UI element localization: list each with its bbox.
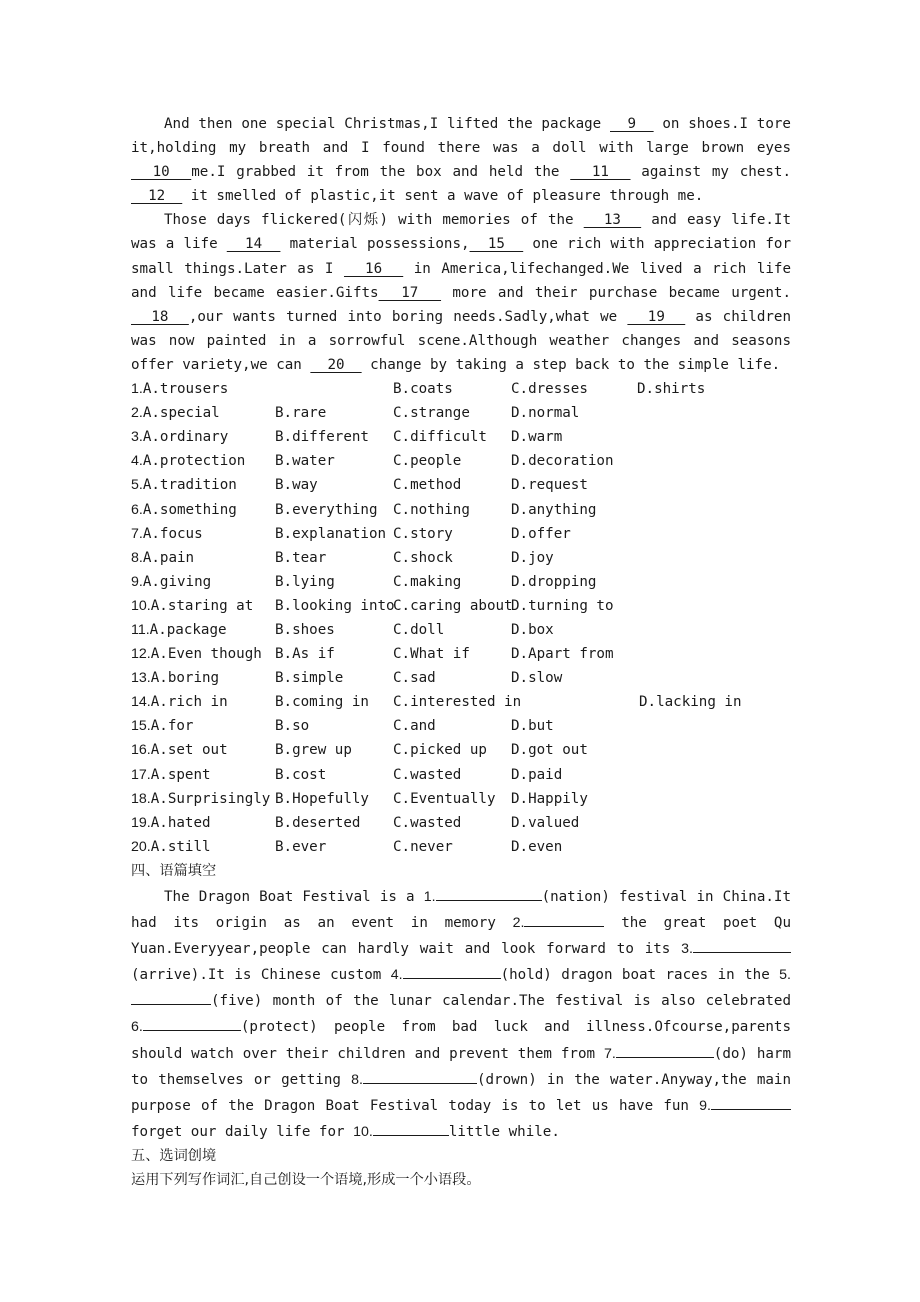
passage-text: (protect) people from bad luck and illness.Ofcourse,parents should watch over their children and prevent them from — [131, 1019, 791, 1062]
fill-blank-8[interactable] — [363, 1066, 477, 1084]
option-c: C.people — [393, 453, 462, 470]
blank-13: 13 — [583, 212, 642, 229]
passage-text: (hold) dragon boat races in the — [500, 967, 780, 984]
question-number: 16. — [131, 742, 151, 759]
option-d: D.but — [511, 718, 554, 735]
blank-number: 6. — [131, 1019, 143, 1036]
option-c: C.method — [393, 477, 462, 494]
option-b: B.different — [275, 429, 369, 446]
option-c: C.picked up — [393, 742, 487, 759]
question-number: 8. — [131, 549, 143, 566]
option-d: D.got out — [511, 742, 588, 759]
passage-text: ) with memories of the — [379, 212, 584, 229]
question-number: 2. — [131, 405, 143, 422]
option-c: C.What if — [393, 646, 470, 663]
question-row — [131, 498, 791, 522]
question-row — [131, 835, 791, 859]
blank-18: 18 — [131, 308, 189, 325]
option-b: B.coats — [393, 381, 453, 398]
option-c: C.making — [393, 573, 462, 590]
option-a: A.trousers — [142, 381, 229, 398]
blank-number: 8. — [351, 1071, 363, 1088]
option-b: B.rare — [275, 405, 327, 422]
option-a: A.something — [142, 501, 237, 518]
option-a: A.focus — [142, 525, 203, 542]
option-b: B.way — [275, 477, 318, 494]
option-a: A.still — [150, 838, 211, 855]
passage-paragraph-1 — [131, 112, 791, 208]
passage-text: it smelled of plastic,it sent a wave of pleasure through me. — [182, 188, 704, 205]
question-number: 6. — [131, 501, 143, 518]
blank-number: 9. — [699, 1097, 711, 1114]
option-b: B.ever — [275, 838, 327, 855]
blank-number: 5. — [779, 967, 791, 984]
option-a: A.set out — [150, 742, 228, 759]
passage-text: more and their purchase became urgent. — [441, 284, 791, 301]
passage-text: material possessions, — [280, 236, 470, 253]
option-a: A.spent — [150, 766, 211, 783]
option-d: D.dropping — [511, 573, 597, 590]
option-b: B.shoes — [275, 621, 335, 638]
option-d: D.turning to — [511, 597, 614, 614]
passage-text: change by taking a step back to the simple life. — [361, 356, 781, 373]
option-d: D.warm — [511, 429, 563, 446]
passage-text: (drown) in the water.Anyway,the main purpose of the Dragon Boat Festival today is to let us have fun — [131, 1071, 792, 1114]
blank-20: 20 — [310, 356, 362, 373]
option-a: A.Surprisingly — [150, 790, 271, 807]
option-b: B.As if — [275, 646, 335, 663]
option-c: C.nothing — [393, 501, 470, 518]
option-a: A.package — [149, 621, 227, 638]
fill-blank-4[interactable] — [403, 961, 501, 979]
option-a: A.protection — [142, 453, 246, 470]
question-row — [131, 522, 791, 546]
fill-blank-9[interactable] — [711, 1092, 791, 1110]
question-row — [131, 594, 791, 618]
option-d: D.slow — [511, 670, 563, 687]
option-c: C.interested in — [393, 694, 522, 711]
passage-text: (nation) festival in China.It had its origin as an event in memory — [131, 889, 791, 932]
blank-number: 7. — [603, 1045, 616, 1062]
question-number: 12. — [131, 646, 151, 663]
question-number: 5. — [131, 477, 143, 494]
question-number: 18. — [131, 790, 151, 807]
question-row — [131, 425, 791, 449]
question-row — [131, 763, 791, 787]
question-row — [131, 666, 791, 690]
passage-text: as children was now painted in a sorrowful scene.Although weather changes and seasons offer variety,we can — [131, 308, 792, 373]
option-b: B.deserted — [275, 814, 361, 831]
passage-text: Those days flickered( — [164, 212, 347, 229]
option-c: C.and — [393, 718, 436, 735]
option-d: D.even — [511, 838, 563, 855]
blank-17: 17 — [378, 284, 442, 301]
option-a: A.rich in — [150, 694, 228, 711]
question-row — [131, 690, 791, 714]
option-b: B.cost — [275, 766, 327, 783]
question-row — [131, 449, 791, 473]
question-number: 15. — [131, 718, 151, 735]
option-a: A.special — [142, 405, 220, 422]
question-number: 17. — [131, 766, 151, 783]
passage-text: me.I grabbed it from the box and held the — [191, 164, 571, 181]
question-number: 10. — [131, 597, 151, 614]
fill-blank-1[interactable] — [436, 883, 542, 901]
passage-text: the great poet Qu Yuan.Everyyear,people can hardly wait and look forward to its — [131, 915, 792, 958]
passage-text: in America,lifechanged.We lived a rich life and life became easier.Gifts — [131, 260, 792, 301]
question-row — [131, 787, 791, 811]
question-number: 19. — [131, 814, 151, 831]
option-b: B.so — [275, 718, 310, 735]
blank-19: 19 — [627, 308, 686, 325]
question-row — [131, 714, 791, 738]
passage-text: and easy life.It was a life — [131, 212, 791, 253]
option-a: A.for — [150, 718, 194, 735]
passage-text: little while. — [448, 1123, 560, 1140]
document-page — [131, 112, 791, 1192]
option-d: D.joy — [511, 549, 554, 566]
option-c: C.difficult — [393, 429, 487, 446]
option-d: D.lacking in — [639, 694, 742, 711]
option-b: B.simple — [275, 670, 344, 687]
option-c: C.dresses — [511, 381, 588, 398]
option-b: B.tear — [275, 549, 327, 566]
blank-9: 9 — [610, 116, 654, 132]
option-d: D.Apart from — [511, 646, 614, 663]
passage-text: The Dragon Boat Festival is a — [164, 889, 424, 905]
option-a: A.pain — [142, 549, 195, 566]
option-a: A.boring — [150, 670, 220, 687]
option-c: C.strange — [393, 405, 470, 422]
option-d: D.normal — [511, 405, 580, 422]
question-row — [131, 401, 791, 425]
option-c: C.wasted — [393, 814, 462, 831]
option-d: D.box — [511, 621, 554, 638]
option-b: B.grew up — [275, 742, 352, 759]
question-number: 7. — [131, 525, 143, 542]
section-4-passage — [131, 883, 791, 1144]
fill-blank-5[interactable] — [131, 987, 211, 1005]
blank-12: 12 — [131, 188, 183, 205]
option-a: A.giving — [142, 573, 212, 590]
question-number: 9. — [131, 573, 143, 590]
question-number: 1. — [131, 381, 143, 398]
option-a: A.Even though — [150, 646, 262, 663]
question-row — [131, 618, 791, 642]
question-row — [131, 473, 791, 497]
question-row — [131, 377, 791, 401]
option-c: C.story — [393, 525, 453, 542]
option-d: D.paid — [511, 766, 563, 783]
option-c: C.wasted — [393, 766, 462, 783]
option-d: D.Happily — [511, 790, 588, 807]
question-row — [131, 570, 791, 594]
option-b: B.explanation — [275, 525, 387, 542]
section-5-title: 五、选词创境 — [131, 1147, 217, 1164]
fill-blank-7[interactable] — [616, 1040, 714, 1058]
option-d: D.shirts — [637, 381, 706, 398]
question-number: 4. — [131, 453, 143, 470]
fill-blank-10[interactable] — [373, 1118, 449, 1136]
option-b: B.water — [275, 453, 335, 470]
option-d: D.valued — [511, 814, 580, 831]
option-c: C.shock — [393, 549, 453, 566]
blank-number: 1. — [423, 889, 436, 905]
option-b: B.coming in — [275, 694, 369, 711]
question-number: 20. — [131, 838, 151, 855]
question-row — [131, 642, 791, 666]
option-d: D.decoration — [511, 453, 614, 470]
chinese-gloss: 闪烁 — [346, 212, 380, 229]
option-c: C.never — [393, 838, 453, 855]
passage-text: against my chest. — [630, 164, 791, 181]
option-a: A.staring at — [150, 597, 254, 614]
blank-15: 15 — [469, 236, 524, 253]
option-c: C.Eventually — [393, 790, 496, 807]
blank-number: 2. — [512, 915, 525, 932]
option-a: A.tradition — [142, 477, 237, 494]
options-list — [131, 377, 791, 859]
passage-paragraph-2 — [131, 208, 791, 377]
fill-blank-3[interactable] — [693, 935, 791, 953]
blank-11: 11 — [570, 164, 631, 181]
section-4-title: 四、语篇填空 — [131, 862, 217, 879]
option-b: B.Hopefully — [275, 790, 369, 807]
question-row — [131, 811, 791, 835]
option-b: B.everything — [275, 501, 378, 518]
option-d: D.request — [511, 477, 588, 494]
blank-number: 10. — [353, 1123, 373, 1140]
blank-16: 16 — [343, 260, 404, 277]
option-a: A.ordinary — [142, 429, 229, 446]
option-a: A.hated — [150, 814, 211, 831]
question-number: 3. — [131, 429, 143, 446]
blank-14: 14 — [226, 236, 281, 253]
question-row — [131, 738, 791, 762]
option-c: C.sad — [393, 670, 436, 687]
option-b: B.lying — [275, 573, 335, 590]
passage-text: (five) month of the lunar calendar.The festival is also celebrated — [211, 993, 791, 1010]
blank-10: 10 — [131, 164, 192, 181]
passage-text: forget our daily life for — [131, 1123, 354, 1140]
passage-text: (arrive).It is Chinese custom — [131, 967, 391, 984]
blank-number: 3. — [681, 941, 693, 958]
option-c: C.caring about — [393, 597, 513, 614]
question-number: 11. — [131, 621, 150, 638]
question-number: 13. — [131, 670, 151, 687]
question-row — [131, 546, 791, 570]
option-d: D.anything — [511, 501, 597, 518]
fill-blank-6[interactable] — [143, 1013, 241, 1031]
option-c: C.doll — [393, 621, 445, 638]
fill-blank-2[interactable] — [524, 909, 604, 927]
question-number: 14. — [131, 694, 151, 711]
passage-text: And then one special Christmas,I lifted the package — [164, 116, 610, 132]
passage-text: (do) harm to themselves or getting — [131, 1045, 792, 1088]
passage-text: one rich with appreciation for small things.Later as I — [131, 236, 791, 277]
passage-text: ,our wants turned into boring needs.Sadly,what we — [188, 308, 628, 325]
passage-text: on shoes.I tore it,holding my breath and I found there was a doll with large brown eyes — [131, 116, 791, 157]
section-5-instruction: 运用下列写作词汇,自己创设一个语境,形成一个小语段。 — [131, 1172, 481, 1189]
option-d: D.offer — [511, 525, 571, 542]
option-b: B.looking into — [275, 597, 395, 614]
blank-number: 4. — [390, 967, 403, 984]
